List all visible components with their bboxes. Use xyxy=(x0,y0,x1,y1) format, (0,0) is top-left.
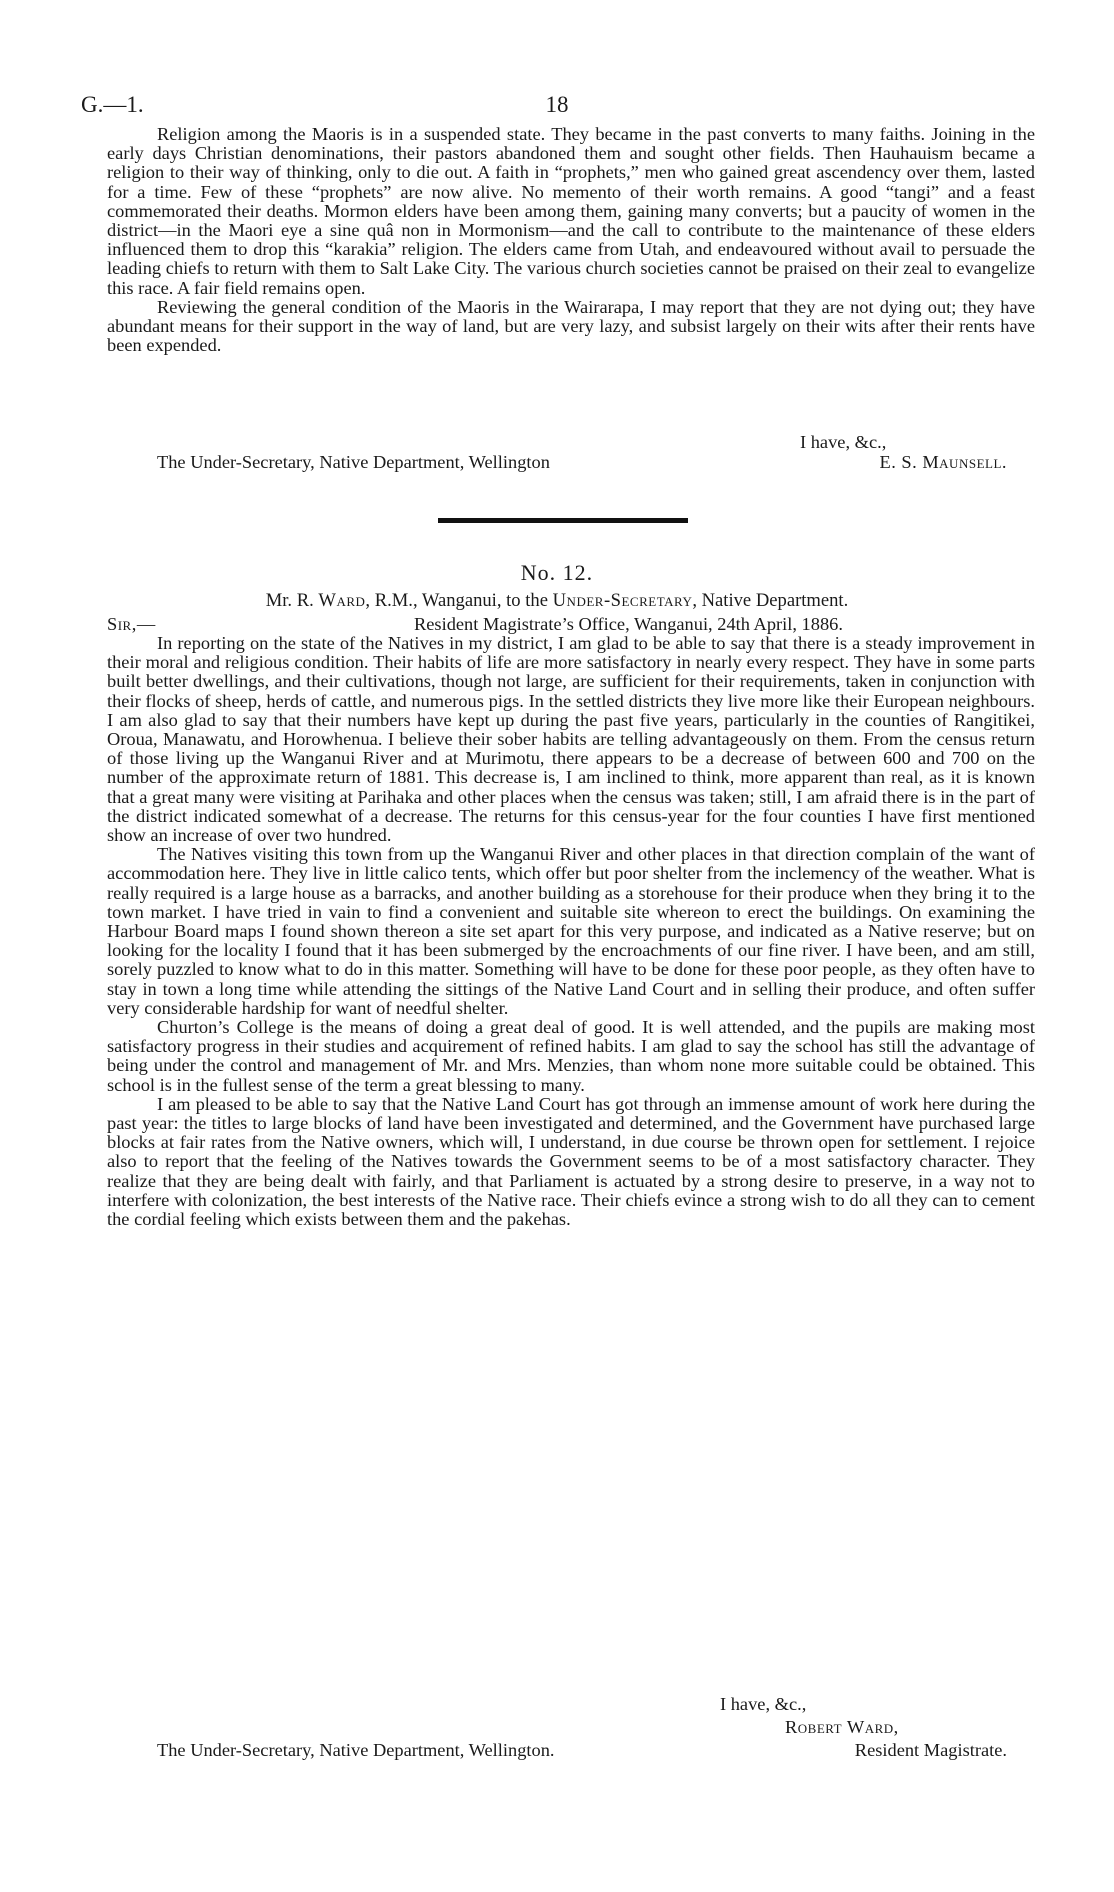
ward-paragraph: I am pleased to be able to say that the Native Land Court has got through an immense amount of work here during the past year: the titles to large blocks of land have been investigated and determined, and the Government have purchased large blocks at fair rates from the Native owners, which will, I understand, in due course be thrown open for settlement. I rejoice also to report that the feeling of the Natives towards the Government seems to be of a most satisfactory character. They realize that they are being dealt with fairly, and that Parliament is actuated by a strong desire to preserve, in a way not to interfere with colonization, the best interests of the Native race. Their chiefs evince a strong wish to do all they can to cement the cordial feeling which exists between them and the pakehas. xyxy=(107,1093,1035,1230)
letter-heading xyxy=(0,590,1114,612)
heading-recipient: Under-Secretary xyxy=(552,590,693,611)
ward-paragraph: In reporting on the state of the Natives in my district, I am glad to be able to say that there is a steady improvement in their moral and religious condition. Their habits of life are more satisfactory in nearly every respect. They have in some parts built better dwellings, and their cultivations, though not large, are sufficient for their requirements, taken in conjunction with their flocks of sheep, herds of cattle, and numerous pigs. In the settled districts they live more like their European neighbours. I am also glad to say that their numbers have kept up during the past five years, particularly in the counties of Rangitikei, Oroua, Manawatu, and Horowhenua. I believe their sober habits are telling advantageously on them. From the census return of those living up the Wanganui River and at Murimotu, there appears to be a decrease of between 600 and 700 on the number of the approximate return of 1881. This decrease is, I am inclined to think, more apparent than real, as it is known that a great many were visiting at Parihaka and other places when the census was taken; still, I am afraid there is in the part of the district indicated somewhat of a decrease. The returns for this census-year for the four counties I have first mentioned show an increase of over two hundred. xyxy=(107,633,1035,846)
maunsell-letter-body xyxy=(107,125,1035,355)
ward-closing: I have, &c., xyxy=(720,1694,807,1714)
letter-number: No. 12. xyxy=(520,560,594,585)
maunsell-signatory: E. S. Maunsell. xyxy=(879,452,1007,472)
heading-suffix: , Native Department. xyxy=(692,590,849,611)
ward-paragraph: Churton’s College is the means of doing a great deal of good. It is well attended, and the pupils are making most satisfactory progress in their studies and acquirement of refined habits. I am glad to say the school has still the advantage of being under the control and management of Mr. and Mrs. Menzies, than whom none more suitable could be obtained. This school is in the fullest sense of the term a great blessing to many. xyxy=(107,1017,1035,1095)
heading-prefix: Mr. R. xyxy=(265,590,314,611)
ward-letter-body xyxy=(107,634,1035,1229)
ward-signatory: Robert Ward, xyxy=(785,1717,899,1737)
maunsell-addressee: The Under-Secretary, Native Department, Wellington xyxy=(157,452,550,472)
page-number: 18 xyxy=(545,92,569,117)
dateline: Resident Magistrate’s Office, Wanganui, 24th April, 1886. xyxy=(414,614,843,634)
ward-signature-line xyxy=(157,1740,1037,1761)
section-divider xyxy=(438,518,688,523)
maunsell-paragraph: Reviewing the general condition of the Maoris in the Wairarapa, I may report that they are not dying out; they have abundant means for their support in the way of land, but are very lazy, and subsist largely on their wits after their rents have been expended. xyxy=(107,296,1035,356)
salutation: Sir,— xyxy=(107,614,156,634)
maunsell-paragraph: Religion among the Maoris is in a suspended state. They became in the past converts to many faiths. Joining in the early days Christian denominations, their pastors abandoned them and sought other fields. Then Hauhauism became a religion to their way of thinking, only to die out. A faith in “prophets,” men who gained great ascendency over them, lasted for a time. Few of these “prophets” are now alive. No memento of their worth remains. A good “tangi” and a feast commemorated their deaths. Mormon elders have been among them, gaining many converts; but a paucity of women in the district—in the Maori eye a sine quâ non in Mormonism—and the call to contribute to the maintenance of these elders influenced them to drop this “karakia” religion. The elders came from Utah, and endeavoured without avail to persuade the leading chiefs to return with them to Salt Lake City. The various church societies cannot be praised on their zeal to evangelize this race. A fair field remains open. xyxy=(107,124,1035,298)
ward-addressee: The Under-Secretary, Native Department, Wellington. xyxy=(157,1740,555,1760)
document-reference: G.—1. xyxy=(81,92,144,117)
ward-paragraph: The Natives visiting this town from up the Wanganui River and other places in that direction complain of the want of accommodation here. They live in little calico tents, which offer but poor shelter from the inclemency of the weather. What is really required is a large house as a barracks, and another building as a storehouse for their produce when they bring it to the town market. I have tried in vain to find a convenient and suitable site whereon to erect the buildings. On examining the Harbour Board maps I found shown thereon a site set apart for this very purpose, and indicated as a Native reserve; but on looking for the locality I found that it has been submerged by the encroachments of our fine river. I have been, and am still, sorely puzzled to know what to do in this matter. Something will have to be done for these poor people, as they often have to stay in town a long time while attending the sittings of the Native Land Court and in selling their produce, and often suffer very considerable hardship for want of needful shelter. xyxy=(107,844,1035,1018)
maunsell-closing: I have, &c., xyxy=(800,432,887,452)
heading-mid: , R.M., Wanganui, to the xyxy=(365,590,548,611)
heading-name: Ward xyxy=(318,590,366,611)
maunsell-signature-line xyxy=(157,452,1037,473)
ward-signatory-title: Resident Magistrate. xyxy=(854,1740,1007,1760)
